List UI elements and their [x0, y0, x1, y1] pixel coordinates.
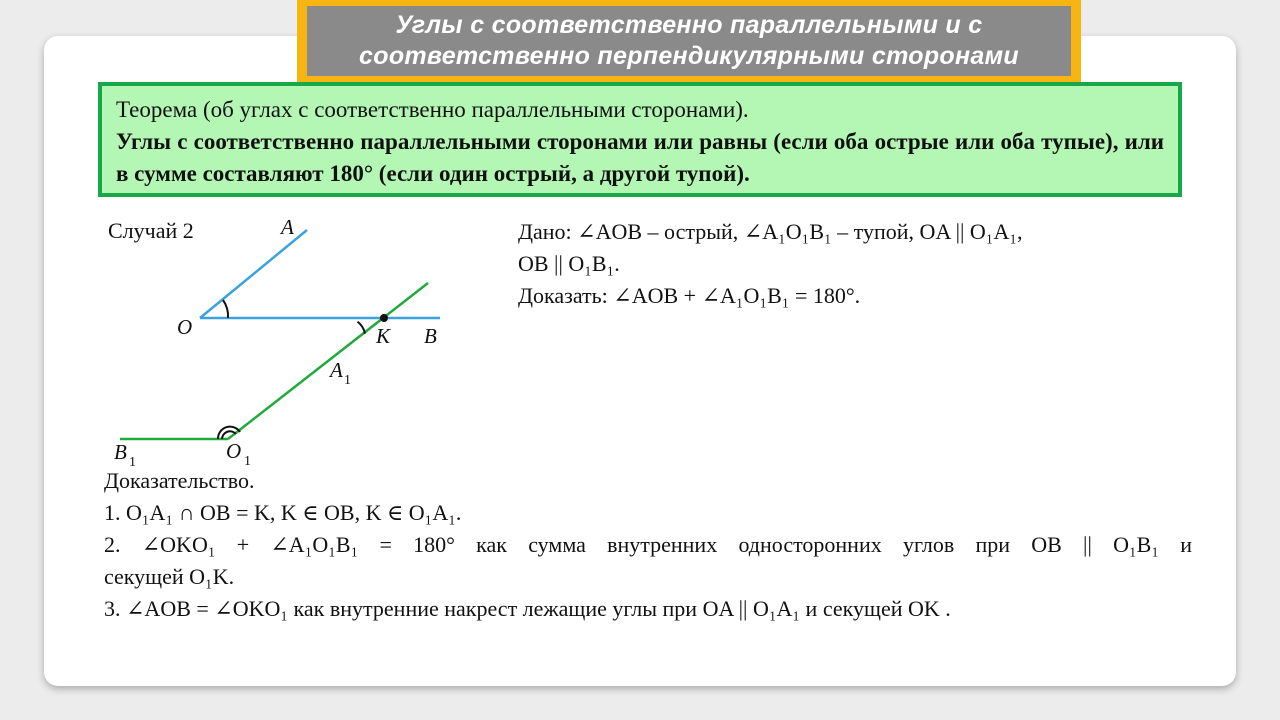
given-block — [518, 216, 1148, 312]
theorem-statement: Углы с соответственно параллельными сторонами или равны (если оба острые или оба тупые), или в сумме составляют 180° (если один острый, а другой тупой). — [116, 129, 1164, 186]
proof-step-2-cont: секущей O₁K. — [104, 564, 235, 589]
prove-line: Доказать: ∠AOB + ∠A₁O₁B₁ = 180°. — [518, 283, 861, 308]
label-o1: O — [226, 439, 242, 463]
label-o: O — [177, 315, 193, 339]
angle-arc-oko1 — [356, 321, 367, 333]
ray-oa — [200, 230, 307, 318]
label-k: K — [376, 324, 391, 348]
case-label: Случай 2 — [108, 218, 194, 243]
label-b1-sub: 1 — [129, 455, 136, 470]
given-line-1: Дано: ∠AOB – острый, ∠A₁O₁B₁ – тупой, OA || O₁A₁, — [518, 219, 1023, 244]
proof-heading: Доказательство. — [104, 468, 255, 493]
label-a: A — [281, 215, 294, 239]
ray-o1a1 — [228, 283, 428, 439]
label-o1-sub: 1 — [244, 454, 251, 469]
proof-step-3: 3. ∠AOB = ∠OKO₁ как внутренние накрест лежащие углы при OA || O₁A₁ и секущей OK . — [104, 596, 951, 621]
angle-arc-aob — [223, 300, 228, 318]
label-a1-sub: 1 — [344, 373, 351, 388]
slide-title: Углы с соответственно параллельными и с соответственно перпендикулярными сторонами — [307, 6, 1071, 76]
label-b: B — [424, 324, 437, 348]
given-line-2: OB || O₁B₁. — [518, 251, 620, 276]
label-a1: A — [330, 358, 343, 382]
proof-step-1: 1. O₁A₁ ∩ OB = K, K ∈ OB, K ∈ O₁A₁. — [104, 500, 462, 525]
proof-block — [104, 465, 1192, 625]
point-k — [380, 314, 388, 322]
label-b1: B — [114, 440, 127, 464]
theorem-heading: Теорема (об углах с соответственно параллельными сторонами). — [116, 97, 749, 122]
proof-step-2: 2. ∠OKO₁ + ∠A₁O₁B₁ = 180° как сумма внутренних односторонних углов при OB || O₁B₁ и — [104, 532, 1192, 557]
